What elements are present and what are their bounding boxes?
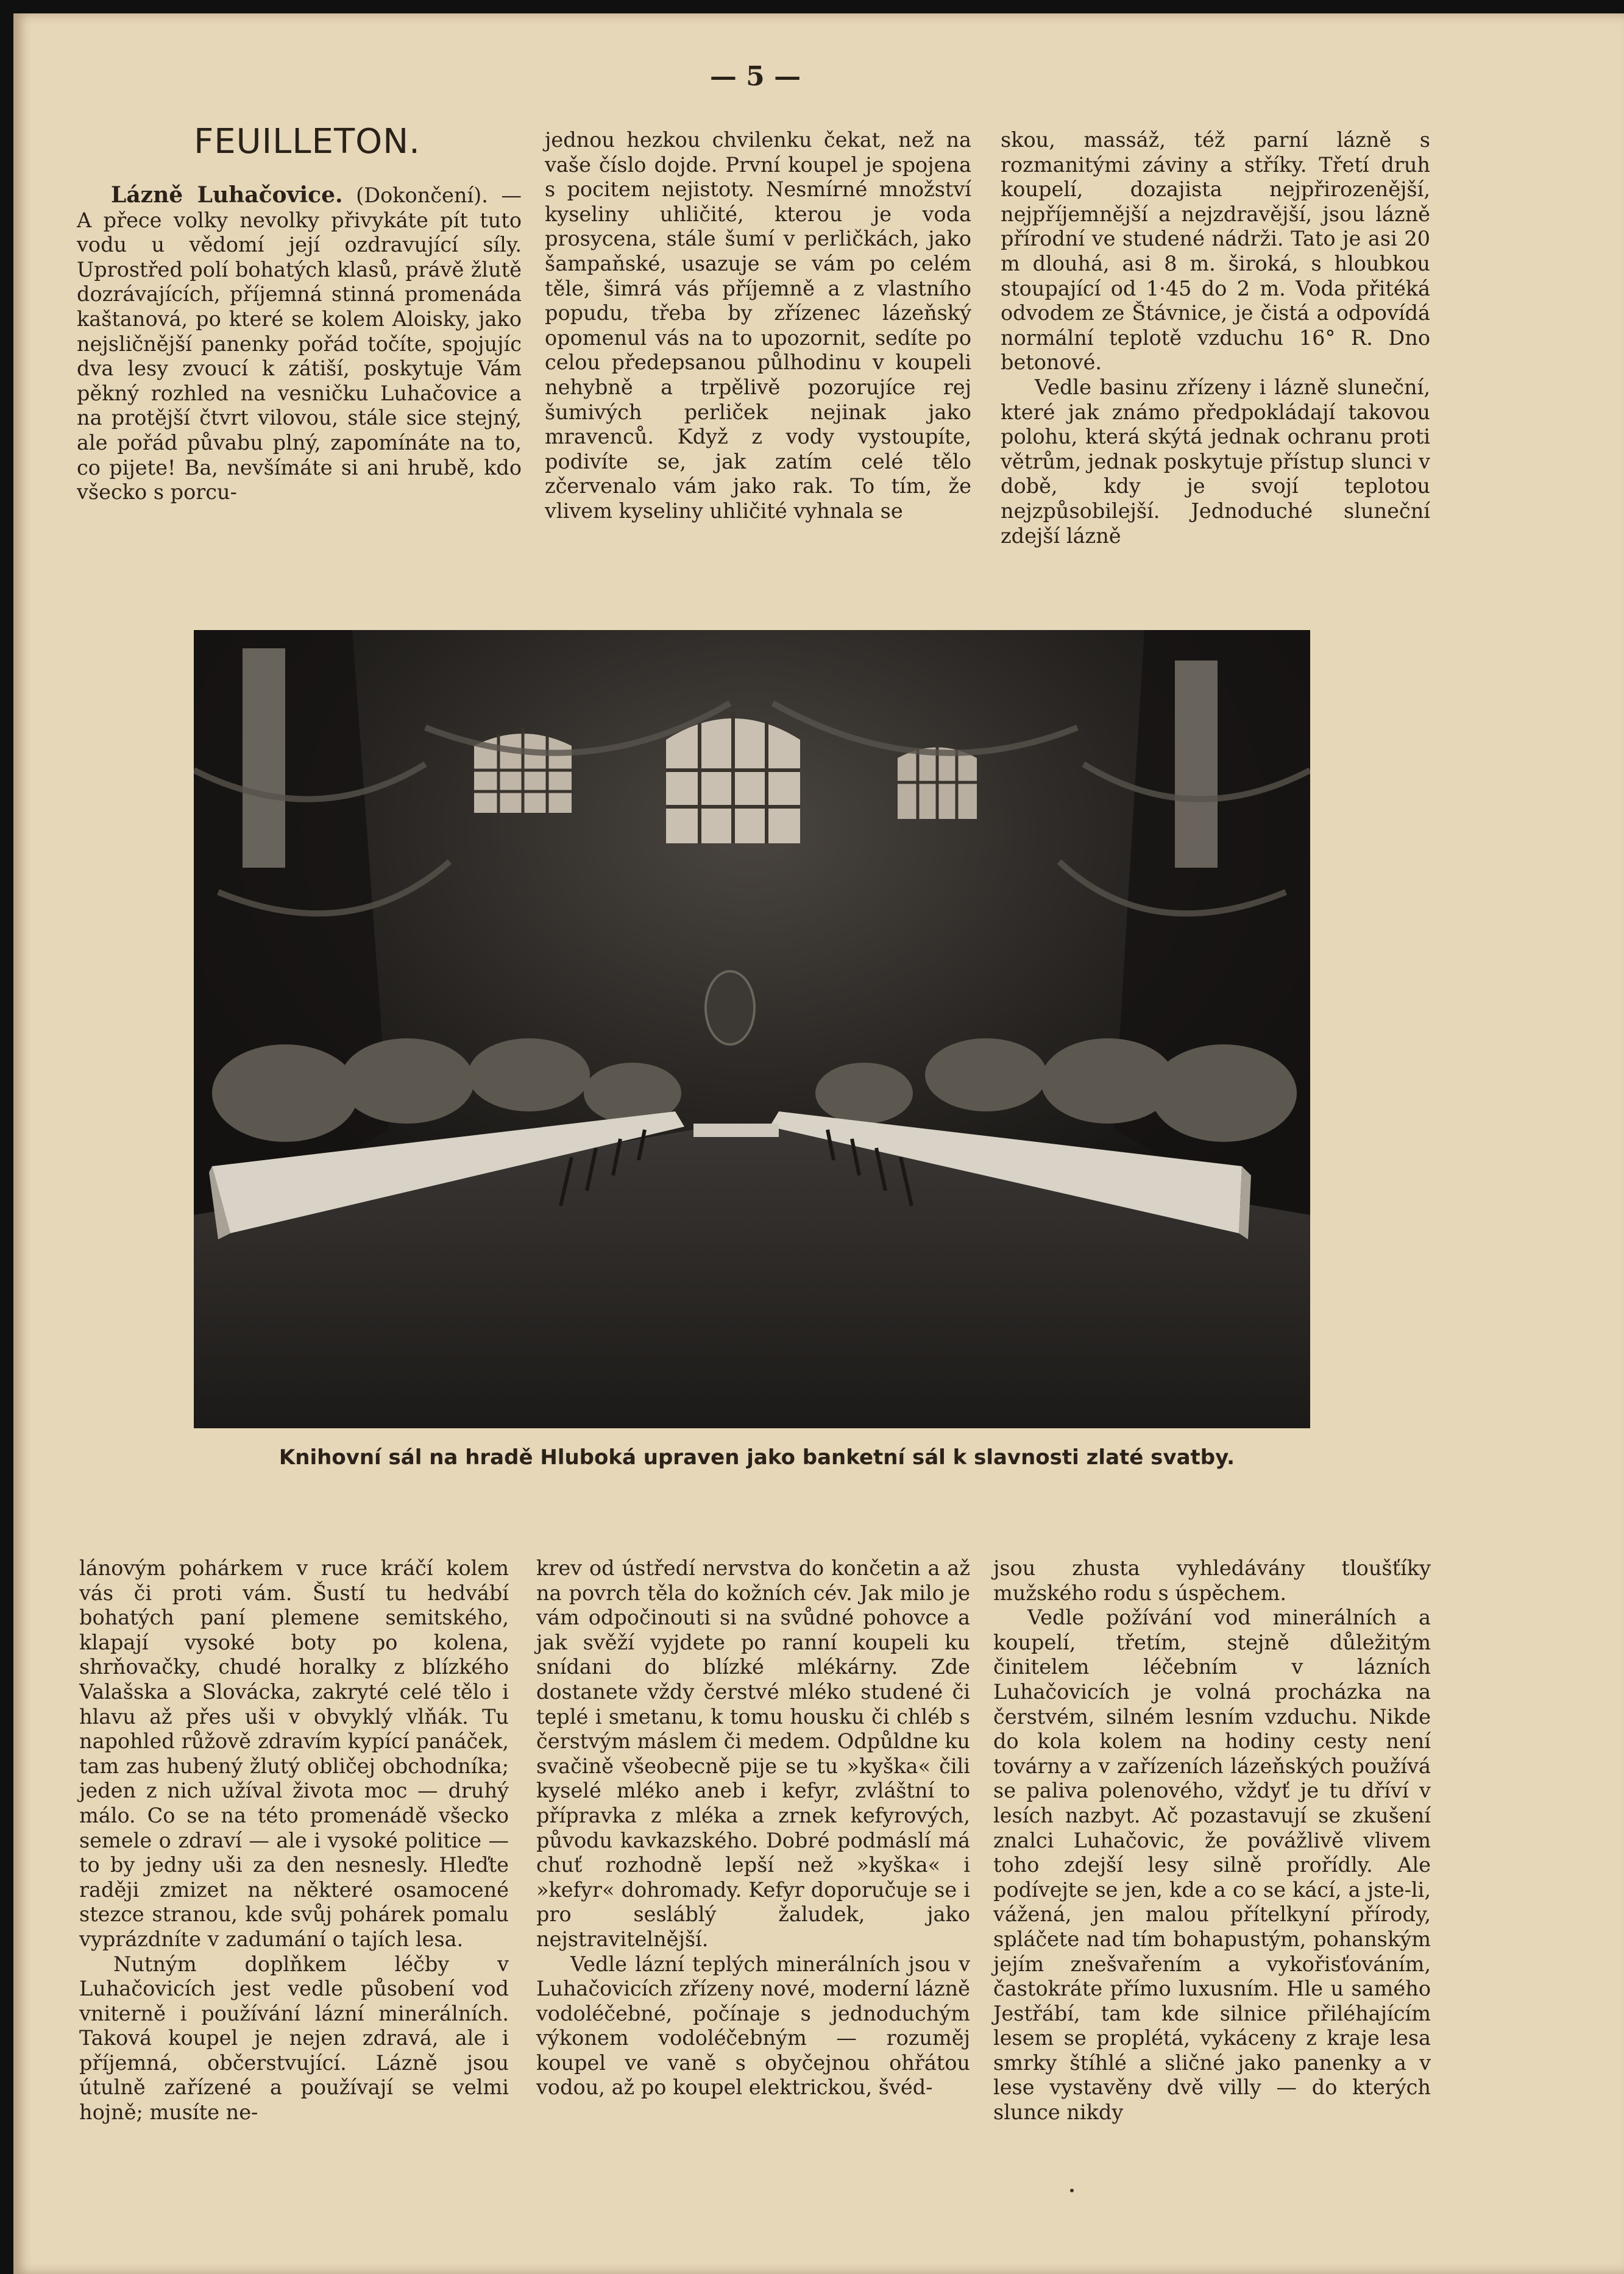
paragraph: jednou hezkou chvilenku čekat, než na vaše číslo dojde. První koupel je spojena s pocitem nejistoty. Nesmírné množství kyseliny uhličité, kterou je voda prosycena, stále šumí v perličkách, jako šampaňské, usazuje se vám po celém těle, šimrá vás příjemně a z vlastního popudu, třeba by zřízenec lázeňský opomenul vás na to upozornit, sedíte po celou předepsanou půlhodinu v koupeli nehybně a trpělivě pozorujíce rej šumivých perliček nejinak jako mravenců. Když z vody vystoupíte, podivíte se, jak zatím celé tělo zčervenalo vám jako rak. To tím, že vlivem kyseliny uhličité vyhnala se [545,128,971,523]
article-title: Lázně Luhačovice. [111,182,343,208]
photo-caption: Knihovní sál na hradě Hluboká upraven jako banketní sál k slavnosti zlaté svatby. [278,1445,1235,1470]
ink-speck [1070,2189,1074,2192]
column-1-top [77,183,522,505]
paragraph: Vedle basinu zřízeny i lázně sluneční, které jak známo předpokládají takovou polohu, která skýtá jednak ochranu proti větrům, jednak poskytuje přístup slunci v době, kdy je svojí teplotou nejzpůsobilejší. Jednoduché sluneční zdejší lázně [1001,375,1430,548]
column-2-bottom [536,1556,970,2100]
window-center [666,712,800,843]
window-left [474,728,572,813]
paragraph: Vedle požívání vod minerálních a koupelí, třetím, stejně důležitým činitelem léčebním v lázních Luhačovicích je volná procházka na čerstvém, silném lesním vzduchu. Nikde do kola kolem na hodiny cesty není továrny a v zařízeních lázeňských používá se paliva polenového, vždyť je tu dříví v lesích nazbyt. Ač pozastavují se zkušení znalci Luhačovic, že povážlivě vlivem toho zdejší lesy silně prořídly. Ale podívejte se jen, kde a co se kácí, a jste-li, vážená, jen malou přítelkyní přírody, spláčete nad tím bohapustým, pohanským jejím znešvařením a vykořisťováním, častokráte přímo luxusním. Hle u samého Jestřábí, tam kde silnice přiléhajícím lesem se proplétá, vykáceny z kraje lesa smrky štíhlé a sličné jako panenky a v lese vystavěny dvě villy — do kterých slunce nikdy [993,1606,1431,2125]
section-heading: FEUILLETON. [194,122,420,161]
article-intro-text: — A přece volky nevolky přivykáte pít tuto vodu u vědomí její ozdravující síly. Uprostřed polí bohatých klasů, právě žlutě dozrávajících, příjemná stinná promenáda kaštanová, po které se kolem Aloisky, jako nejsličnější panenky pořád točíte, spojujíc dva lesy zvoucí k zátiší, poskytuje Vám pěkný rozhled na vesničku Luhačovice a na protější čtvrt vilovou, stále sice stejný, ale pořád půvabu plný, zapomínáte na to, co pijete! Ba, nevšímáte si ani hrubě, kdo všecko s porcu- [77,183,522,505]
paragraph: Vedle lázní teplých minerálních jsou v Luhačovicích zřízeny nové, moderní lázně vodoléčebné, počínaje s jednoduchým výkonem vodoléčebným — rozuměj koupel ve vaně s obyčejnou ohřátou vodou, až po koupel elektrickou, švéd- [536,1952,970,2100]
column-1-bottom [79,1556,509,2125]
head-table [693,1124,779,1137]
page-number: — 5 — [709,61,801,92]
column-3-top [1001,128,1430,548]
newspaper-page [13,13,1624,2274]
column-2-top [545,128,971,524]
window-right [898,745,977,819]
paragraph: skou, massáž, též parní lázně s rozmanitými záviny a stříky. Třetí druh koupelí, dozajista nejpřirozenější, nejpříjemnější a nejzdravější, jsou lázně přírodní ve studené nádrži. Tato je asi 20 m dlouhá, asi 8 m. široká, s hloubkou stoupající od 1·45 do 2 m. Voda přitéká odvodem ze Štávnice, je čistá a odpovídá normální teplotě vzduchu 16° R. Dno betonové. [1001,128,1430,375]
article-subtitle: (Dokončení). [356,183,488,207]
column-3-bottom [993,1556,1431,2125]
banquet-hall-photo [194,630,1310,1428]
paragraph: Nutným doplňkem léčby v Luhačovicích jest vedle působení vod vniterně i používání lázní minerálních. Taková koupel je nejen zdravá, ale i příjemná, občerstvující. Lázně jsou útulně zařízené a používají se velmi hojně; musíte ne- [79,1952,509,2125]
banquet-hall-illustration [194,630,1310,1428]
paragraph: lánovým pohárkem v ruce kráčí kolem vás či proti vám. Šustí tu hedvábí bohatých paní plemene semitského, klapají vysoké boty po kolena, shrňovačky, chudé horalky z blízkého Valašska a Slovácka, zakryté celé tělo i hlavu až přes uši v obvyklý vlňák. Tu napohled růžově zdravím kypící panáček, tam zas hubený žlutý obličej obchodníka; jeden z nich užíval života moc — druhý málo. Co se na této promenádě všecko semele o zdraví — ale i vysoké politice — to by jedny uši za den nesnesly. Hleďte raději zmizet na některé osamocené stezce stranou, kde svůj pohárek pomalu vyprázdníte v zadumání o tajích lesa. [79,1556,509,1951]
article-intro [77,183,522,505]
paragraph: krev od ústředí nervstva do končetin a až na povrch těla do kožních cév. Jak milo je vám odpočinouti si na svůdné pohovce a jak svěží vyjdete po ranní koupeli ku snídani do blízké mlékárny. Zde dostanete vždy čerstvé mléko studené či teplé i smetanu, k tomu housku či chléb s čerstvým máslem či medem. Odpůldne ku svačině všeobecně pije se tu »kyška« čili kyselé mléko aneb i kefyr, zvláštní to přípravka z mléka a zrnek kefyrových, původu kavkazského. Dobré podmáslí má chuť rozhodně lepší než »kyška« i »kefyr« dohromady. Kefyr doporučuje se i pro sesláblý žaludek, jako nejstravitelnější. [536,1556,970,1951]
paragraph: jsou zhusta vyhledávány tloušťíky mužského rodu s úspěchem. [993,1556,1431,1605]
